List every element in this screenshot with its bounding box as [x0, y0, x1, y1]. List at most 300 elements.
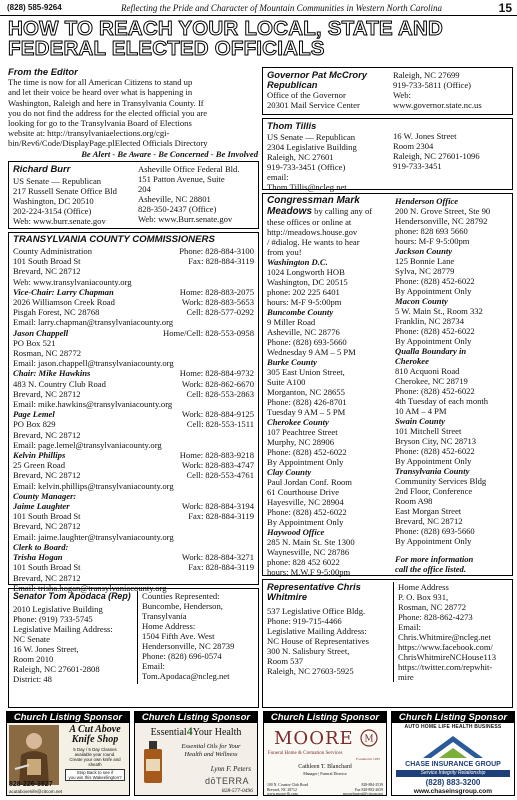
mccrory-box — [262, 67, 513, 115]
chase-motto: Service Integrity Relationship — [396, 770, 510, 777]
county-row — [13, 430, 254, 440]
meadows-footer: call the office listed. — [395, 564, 466, 574]
county-row-label: Brevard, NC 28712 — [13, 266, 81, 277]
county-row — [13, 338, 254, 348]
office-line: Waynesville, NC 28786 — [267, 547, 350, 557]
office-line: 810 Acquoni Road — [395, 366, 460, 376]
tillis-right — [393, 121, 508, 192]
meadows-left — [267, 196, 395, 577]
meadows-title-name: Meadows — [267, 206, 313, 217]
knife-maker-photo — [9, 725, 59, 785]
essential-health-word: Essential — [150, 727, 187, 738]
office-line: By Appointment Only — [395, 456, 472, 466]
apodaca-line: Phone: (919) 733-5745 — [13, 614, 93, 624]
office-line: Community Services Bldg — [395, 476, 487, 486]
county-row — [13, 389, 254, 399]
office-heading: Buncombe County — [267, 307, 334, 317]
burr-line: 217 Russell Senate Office Bld — [13, 186, 117, 196]
office-line: Cherokee, NC 28719 — [395, 376, 468, 386]
tillis-title: Thom Tillis — [267, 120, 317, 131]
knife-shop-line: sheath — [88, 762, 102, 767]
whitmire-line: Rosman, NC 28772 — [398, 602, 467, 612]
whitmire-twitter-link[interactable]: mire — [398, 672, 414, 682]
county-row — [13, 450, 254, 460]
meadows-intro: / #dialog. He wants to hear — [267, 237, 360, 247]
county-row-phone: Work: 828-883-4747 — [181, 460, 254, 471]
county-row — [13, 440, 254, 450]
office-line: Tuesday 9 AM – 5 PM — [267, 407, 346, 417]
mccrory-line: Web: — [393, 90, 411, 100]
mccrory-line: 20301 Mail Service Center — [267, 100, 360, 110]
office-line: Asheville, NC 28776 — [267, 327, 340, 337]
whitmire-facebook-link[interactable]: ChrisWhitmireNCHouse113 — [398, 652, 497, 662]
chase-web-link[interactable]: www.chaseinsgroup.com — [413, 788, 493, 795]
mccrory-right — [393, 70, 508, 110]
editor-link-line[interactable]: website at: http://transylvaniaelections.org/cgi- — [8, 128, 170, 139]
apodaca-line: Legislative Mailing Address: — [13, 624, 113, 634]
burr-title: Richard Burr — [13, 163, 71, 174]
mccrory-line: 919-733-5811 (Office) — [393, 80, 472, 90]
moore-funeral-ad — [264, 723, 386, 795]
county-row — [13, 317, 254, 327]
office-line: 200 N. Grove Street, Ste 90 — [395, 206, 491, 216]
county-title: TRANSYLVANIA COUNTY COMMISSIONERS — [13, 234, 215, 245]
county-contact-link[interactable]: Email: kelvin.phillips@transylvaniacounty.org — [13, 480, 174, 491]
moore-seal-icon — [360, 729, 378, 747]
office-line: 101 Mitchell Street — [395, 426, 462, 436]
office-line: Phone: (828) 452-6022 — [395, 386, 475, 396]
office-heading: Cherokee — [395, 356, 429, 366]
office-line: Phone: (828) 452-6022 — [267, 507, 347, 517]
county-row-phone: Phone: 828-884-3100 — [179, 246, 254, 256]
editor-title: From the Editor — [8, 66, 78, 77]
editor-body — [8, 77, 258, 148]
apodaca-line: Transylvania — [142, 611, 187, 621]
tillis-box — [262, 118, 513, 190]
county-row-phone: Fax: 828-884-3119 — [188, 562, 254, 573]
county-row-label: Jason Chappell — [13, 327, 69, 338]
mccrory-party: Republican — [267, 79, 318, 90]
county-row — [13, 379, 254, 389]
office-line: Hendersonville, NC 28792 — [395, 216, 488, 226]
office-line: 107 Peachtree Street — [267, 427, 338, 437]
office-line: 9 Miller Road — [267, 317, 316, 327]
essential-health-word: Your Health — [192, 727, 242, 738]
office-heading: Macon County — [395, 296, 448, 306]
essential-health-ad — [135, 723, 257, 795]
county-row — [13, 409, 254, 419]
county-rows — [13, 246, 254, 593]
office-line: East Morgan Street — [395, 506, 462, 516]
whitmire-line: Room 537 — [267, 656, 304, 666]
whitmire-right — [393, 582, 508, 682]
essential-health-phone: 828-577-0496 — [221, 788, 253, 794]
meadows-left-offices — [267, 257, 395, 577]
office-line: hours: M-F 9-5:00pm — [267, 297, 342, 307]
whitmire-line: Legislative Mailing Address: — [267, 626, 367, 636]
county-row — [13, 419, 254, 429]
county-row — [13, 256, 254, 266]
whitmire-email-link[interactable]: Chris.Whitmire@ncleg.net — [398, 632, 491, 642]
chase-phone: (828) 883-3200 — [425, 778, 481, 787]
county-row-phone: Fax: 828-884-3119 — [188, 511, 254, 522]
tillis-line: Raleigh, NC 27601-1096 — [393, 151, 480, 161]
editor-tagline: Be Alert - Be Aware - Be Concerned - Be Involved — [81, 148, 258, 159]
county-row-label: 101 South Broad St — [13, 256, 81, 267]
essential-health-tagline — [167, 743, 255, 759]
office-line: 10 AM – 4 PM — [395, 406, 447, 416]
page-number: 15 — [498, 0, 512, 15]
page-headline — [8, 19, 513, 59]
office-line: By Appointment Only — [395, 286, 472, 296]
county-row-phone: Home: 828-883-9218 — [179, 450, 254, 461]
burr-web-link[interactable]: Web: www.Burr.senate.gov — [138, 214, 233, 224]
office-line: Phone: (828) 452-6022 — [395, 446, 475, 456]
meadows-title-line — [267, 206, 395, 217]
office-heading: Transylvania County — [395, 466, 470, 476]
whitmire-line: Home Address — [398, 582, 449, 592]
burr-line: 828-350-2437 (Office) — [138, 204, 217, 214]
page-header — [0, 0, 517, 16]
county-row-label: Vice-Chair: Larry Chapman — [13, 286, 114, 297]
meadows-intro: these offices or online at — [267, 217, 352, 227]
county-contact-link[interactable]: Email: larry.chapman@transylvaniacounty.org — [13, 317, 174, 328]
county-row-label: PO Box 829 — [13, 419, 56, 430]
apodaca-line: Room 2010 — [13, 654, 54, 664]
tillis-line: Raleigh, NC 27601 — [267, 152, 334, 162]
tillis-line: email: — [267, 172, 289, 182]
county-row-phone: Home: 828-884-9732 — [179, 368, 254, 379]
header-phone: (828) 585-9264 — [7, 3, 62, 12]
whitmire-line: 537 Legislative Office Bldg. — [267, 606, 366, 616]
mccrory-title: Governor Pat McCrory — [267, 69, 368, 80]
county-row-label: County Administration — [13, 246, 93, 256]
office-line: 5 W. Main St., Room 332 — [395, 306, 483, 316]
county-contact-link[interactable]: Web: www.transylvaniacounty.org — [13, 276, 132, 287]
county-row — [13, 297, 254, 307]
county-row — [13, 368, 254, 378]
county-row — [13, 246, 254, 256]
county-row-label: 101 South Broad St — [13, 562, 81, 573]
whitmire-line: P. O. Box 931, — [398, 592, 449, 602]
apodaca-line: Phone: (828) 696-0574 — [142, 651, 222, 661]
editor-line: looking for go to the Transylvania Board of Elections — [8, 118, 192, 129]
county-row-phone: Work: 828-862-6670 — [181, 378, 254, 389]
editor-line: The time is now for all American Citizens to stand up — [8, 77, 193, 88]
burr-line: Washington, DC 20510 — [13, 196, 94, 206]
whitmire-line: Phone: 919-715-4466 — [267, 616, 342, 626]
editor-link-line[interactable]: bin/Rev6/Code/DisplayPage.plElected Officials Directory — [8, 138, 208, 149]
meadows-intro-inline: by calling any of — [312, 206, 373, 216]
moore-contact — [267, 783, 383, 797]
whitmire-line: Email: — [398, 622, 421, 632]
knife-shop-name: Knife Shop — [71, 734, 119, 745]
office-line: By Appointment Only — [395, 536, 472, 546]
county-row — [13, 277, 254, 287]
whitmire-line: Phone: 828-862-4273 — [398, 612, 473, 622]
tillis-line: 16 W. Jones Street — [393, 131, 457, 141]
knife-shop-promo-line: you win this Wakeelington? — [68, 775, 122, 780]
office-line: By Appointment Only — [395, 336, 472, 346]
office-heading: Haywood Office — [267, 527, 325, 537]
county-row — [13, 307, 254, 317]
county-row — [13, 399, 254, 409]
svg-text:M: M — [364, 734, 374, 745]
office-line: hours: M-F 9-5:00pm — [395, 236, 470, 246]
sponsor-ad-knife-shop[interactable] — [6, 711, 130, 796]
tillis-line: 919-733-3451 — [393, 161, 442, 171]
office-line: 285 N. Main St. Ste 1300 — [267, 537, 355, 547]
county-row — [13, 521, 254, 531]
office-line: Phone: (828) 693-5660 — [395, 526, 475, 536]
knife-shop-phone: 828-226-3927 — [9, 781, 53, 788]
county-row-label: Brevard, NC 28712 — [13, 388, 81, 399]
county-commissioners-box — [8, 232, 259, 593]
moore-line: 100 N. Country Club Road — [267, 783, 309, 787]
whitmire-box — [262, 579, 513, 708]
sponsor-ad-chase-insurance[interactable] — [391, 711, 515, 796]
moore-role: Manager | Funeral Director — [303, 771, 347, 776]
burr-right — [138, 164, 254, 226]
tillis-line: US Senate — Republican — [267, 132, 356, 142]
county-row-label: 483 N. Country Club Road — [13, 378, 106, 389]
county-row — [13, 532, 254, 542]
office-line: By Appointment Only — [267, 517, 344, 527]
county-row-label: PO Box 521 — [13, 337, 56, 348]
meadows-web-link[interactable]: http://meadows.house.gov — [267, 227, 358, 237]
county-row — [13, 573, 254, 583]
doterra-logo: dōTERRA — [204, 776, 249, 786]
office-heading: Cherokee County — [267, 417, 329, 427]
county-row-label: Brevard, NC 28712 — [13, 521, 81, 532]
whitmire-twitter-link[interactable]: https://twitter.com/repwhit- — [398, 662, 493, 672]
burr-line: Asheville Office Federal Bld. — [138, 164, 240, 174]
burr-web-link[interactable]: Web: www.burr.senate.gov — [13, 216, 106, 226]
meadows-footer: For more information — [395, 554, 474, 564]
county-row-phone: Fax: 828-884-3119 — [188, 256, 254, 267]
essential-health-number: 4 — [186, 724, 193, 738]
knife-shop-title — [62, 725, 128, 745]
apodaca-line: Email: — [142, 661, 165, 671]
office-line: Wednesday 9 AM – 5 PM — [267, 347, 356, 357]
county-row — [13, 470, 254, 480]
knife-shop-text — [61, 747, 129, 781]
apodaca-line: Buncombe, Henderson, — [142, 601, 223, 611]
county-row-label: Chair: Mike Hawkins — [13, 368, 91, 379]
county-row-phone: Home: 828-883-2075 — [179, 286, 254, 297]
burr-box — [8, 161, 259, 229]
county-row-label: 101 South Broad St — [13, 511, 81, 522]
moore-tagline: Funeral Home & Cremation Services — [268, 751, 343, 756]
office-line: phone: 828 452 6022 — [267, 557, 340, 567]
county-row — [13, 266, 254, 276]
apodaca-left — [13, 591, 137, 684]
office-line: Phone: (828) 426-8701 — [267, 397, 347, 407]
office-line: hours: M,W,F 9-5:00pm — [267, 567, 351, 577]
tillis-line: 919-733-3451 (Office) — [267, 162, 346, 172]
county-row-label: Brevard, NC 28712 — [13, 429, 81, 440]
county-row-label: Trisha Hogan — [13, 552, 63, 563]
office-heading: Clay County — [267, 467, 312, 477]
knife-shop-line: 5 Day / 5 Day Classes — [73, 747, 117, 752]
tillis-line: 2304 Legislative Building — [267, 142, 357, 152]
apodaca-email-link[interactable]: Tom.Apodaca@ncleg.net — [142, 671, 230, 681]
meadows-box — [262, 193, 513, 576]
moore-founded: Founded in 1935 — [356, 757, 380, 761]
county-row-label: 2026 Williamson Creek Road — [13, 297, 115, 308]
county-row — [13, 542, 254, 552]
office-heading: Jackson County — [395, 246, 453, 256]
mccrory-left — [267, 70, 393, 110]
county-row — [13, 491, 254, 501]
county-row — [13, 358, 254, 368]
knife-shop-line: Create your own knife and — [69, 757, 121, 762]
chase-brand: CHASE INSURANCE GROUP — [405, 761, 501, 768]
office-line: Bryson City, NC 28713 — [395, 436, 477, 446]
moore-person: Cathleen T. Blanchard — [298, 764, 352, 770]
apodaca-line: 2010 Legislative Building — [13, 604, 103, 614]
moore-logo: MOORE — [274, 728, 354, 749]
burr-left — [13, 164, 138, 226]
county-row-phone: Work: 828-884-9125 — [181, 409, 254, 420]
essential-health-line: Health and Wellness — [184, 751, 238, 758]
burr-line: US Senate — Republican — [13, 176, 102, 186]
office-line: 2nd Floor, Conference — [395, 486, 473, 496]
county-row — [13, 328, 254, 338]
header-slogan: Reflecting the Pride and Character of Mountain Communities in Western North Carolina — [120, 2, 443, 13]
burr-line: 151 Patton Avenue, Suite — [138, 174, 225, 184]
whitmire-line: 300 N. Salisbury Street, — [267, 646, 350, 656]
apodaca-title: Senator Tom Apodaca (Rep) — [13, 591, 131, 601]
whitmire-facebook-link[interactable]: https://www.facebook.com/ — [398, 642, 493, 652]
apodaca-box — [8, 588, 259, 708]
office-line: phone: 202 225 6401 — [267, 287, 340, 297]
office-line: Brevard, NC 28712 — [395, 516, 463, 526]
office-line: Phone: (828) 452-6022 — [395, 326, 475, 336]
moore-line: Fax 828-883-2659 — [354, 787, 383, 792]
county-row-label: Rosman, NC 28772 — [13, 348, 82, 359]
knife-shop-promo-line: Stop Back to see if — [76, 770, 114, 775]
whitmire-title-name: Whitmire — [267, 591, 308, 602]
office-line: Phone: (828) 452-6022 — [395, 276, 475, 286]
office-heading: Burke County — [267, 357, 317, 367]
county-row-label: Brevard, NC 28712 — [13, 470, 81, 481]
essential-health-title — [135, 726, 257, 738]
moore-web-link[interactable]: www.moore-fh.com — [267, 792, 298, 796]
chase-lines: AUTO HOME LIFE HEALTH BUSINESS — [404, 724, 502, 730]
county-row-label: Clerk to Board: — [13, 541, 69, 552]
knife-shop-email: acutabovenife@citcom.net — [9, 789, 63, 794]
apodaca-line: District: 48 — [13, 674, 52, 684]
apodaca-line: Home Address: — [142, 621, 196, 631]
knife-shop-promo — [65, 769, 125, 781]
chase-logo-icon — [393, 732, 513, 760]
apodaca-line: NC Senate — [13, 634, 50, 644]
county-contact-link[interactable]: Email: trisha.hogan@transylvaniacounty.org — [13, 582, 167, 593]
county-row — [13, 562, 254, 572]
knife-shop-line: available year round. — [74, 752, 116, 757]
whitmire-title: Representative Chris — [267, 581, 361, 592]
county-row-phone: Work: 828-884-3271 — [181, 552, 254, 563]
county-row — [13, 348, 254, 358]
editor-note — [8, 67, 258, 159]
sponsor-label: Church Listing Sponsor — [135, 712, 257, 723]
county-row-label: Kelvin Phillips — [13, 450, 66, 461]
county-row-phone: Cell: 828-553-2863 — [186, 388, 254, 399]
county-contact-link[interactable]: Email: jaime.laughter@transylvaniacounty.org — [13, 531, 174, 542]
sponsor-label: Church Listing Sponsor — [7, 712, 129, 723]
burr-line: 202-224-3154 (Office) — [13, 206, 92, 216]
editor-line: you do not find the address for the elected official you are — [8, 107, 208, 118]
office-line: Franklin, NC 28734 — [395, 316, 464, 326]
mccrory-line: Raleigh, NC 27699 — [393, 70, 460, 80]
county-row-label: 25 Green Road — [13, 460, 66, 471]
county-row — [13, 511, 254, 521]
office-line: 125 Bonnie Lane — [395, 256, 455, 266]
meadows-right-offices — [395, 196, 508, 546]
county-row-label: Pisgah Forest, NC 28768 — [13, 307, 100, 318]
county-row-label: County Manager: — [13, 490, 77, 501]
apodaca-right — [137, 591, 254, 684]
county-row-phone: Cell: 828-577-0292 — [186, 307, 254, 318]
county-contact-link[interactable]: Email: page.lemel@transylvaniacounty.org — [13, 439, 162, 450]
county-row — [13, 287, 254, 297]
knife-shop-name: A Cut Above — [69, 724, 121, 735]
office-heading: Washington D.C. — [267, 257, 328, 267]
sponsor-ad-essential-health[interactable] — [134, 711, 258, 796]
oil-bottle-icon — [141, 741, 165, 785]
office-line: By Appointment Only — [267, 457, 344, 467]
county-row — [13, 552, 254, 562]
moore-line: 828-884-2539 — [361, 783, 383, 787]
county-contact-link[interactable]: Email: mike.hawkins@transylvaniacounty.org — [13, 399, 173, 410]
apodaca-line: Hendersonville, NC 28739 — [142, 641, 235, 651]
sponsor-label: Church Listing Sponsor — [264, 712, 386, 723]
chase-insurance-ad — [392, 723, 514, 795]
office-heading: Swain County — [395, 416, 445, 426]
burr-line: 204 — [138, 184, 151, 194]
office-line: Paul Jordan Conf. Room — [267, 477, 352, 487]
essential-health-owner: Lynn F. Peters — [210, 765, 251, 773]
mccrory-web-link[interactable]: www.governor.state.nc.us — [393, 100, 482, 110]
office-line: 305 East Union Street, — [267, 367, 345, 377]
meadows-title: Congressman Mark — [267, 195, 360, 206]
moore-phones — [343, 783, 383, 797]
county-row-phone: Cell: 828-553-4761 — [186, 470, 254, 481]
whitmire-line: Raleigh, NC 27603-5925 — [267, 666, 354, 676]
county-row — [13, 481, 254, 491]
sponsor-ad-moore-funeral[interactable] — [263, 711, 387, 796]
meadows-intro: from you! — [267, 247, 302, 257]
office-line: Suite A100 — [267, 377, 306, 387]
county-row-label: Page Lemel — [13, 409, 55, 420]
county-contact-link[interactable]: Email: jason.chappell@transylvaniacounty.org — [13, 358, 174, 369]
office-heading: Qualla Boundary in — [395, 346, 467, 356]
essential-health-line: Essential Oils for Your — [181, 743, 241, 750]
apodaca-line: Counties Represented: — [142, 591, 220, 601]
moore-email-link[interactable]: moorefuneral@citcom.net — [343, 792, 383, 796]
county-row-label: Brevard, NC 28712 — [13, 572, 81, 583]
tillis-email-link[interactable]: Thom.Tillis@ncleg.net — [267, 182, 347, 192]
county-row-label: Jaime Laughter — [13, 501, 70, 512]
county-row-phone: Work: 828-883-5653 — [181, 297, 254, 308]
headline-line-2: FEDERAL ELECTED OFFICIALS — [8, 37, 325, 60]
tillis-line: Room 2304 — [393, 141, 434, 151]
office-line: 61 Courthouse Drive — [267, 487, 340, 497]
office-line: Sylva, NC 28779 — [395, 266, 455, 276]
county-row-phone: Cell: 828-553-1511 — [186, 419, 254, 430]
office-line: Washington, DC 20515 — [267, 277, 348, 287]
